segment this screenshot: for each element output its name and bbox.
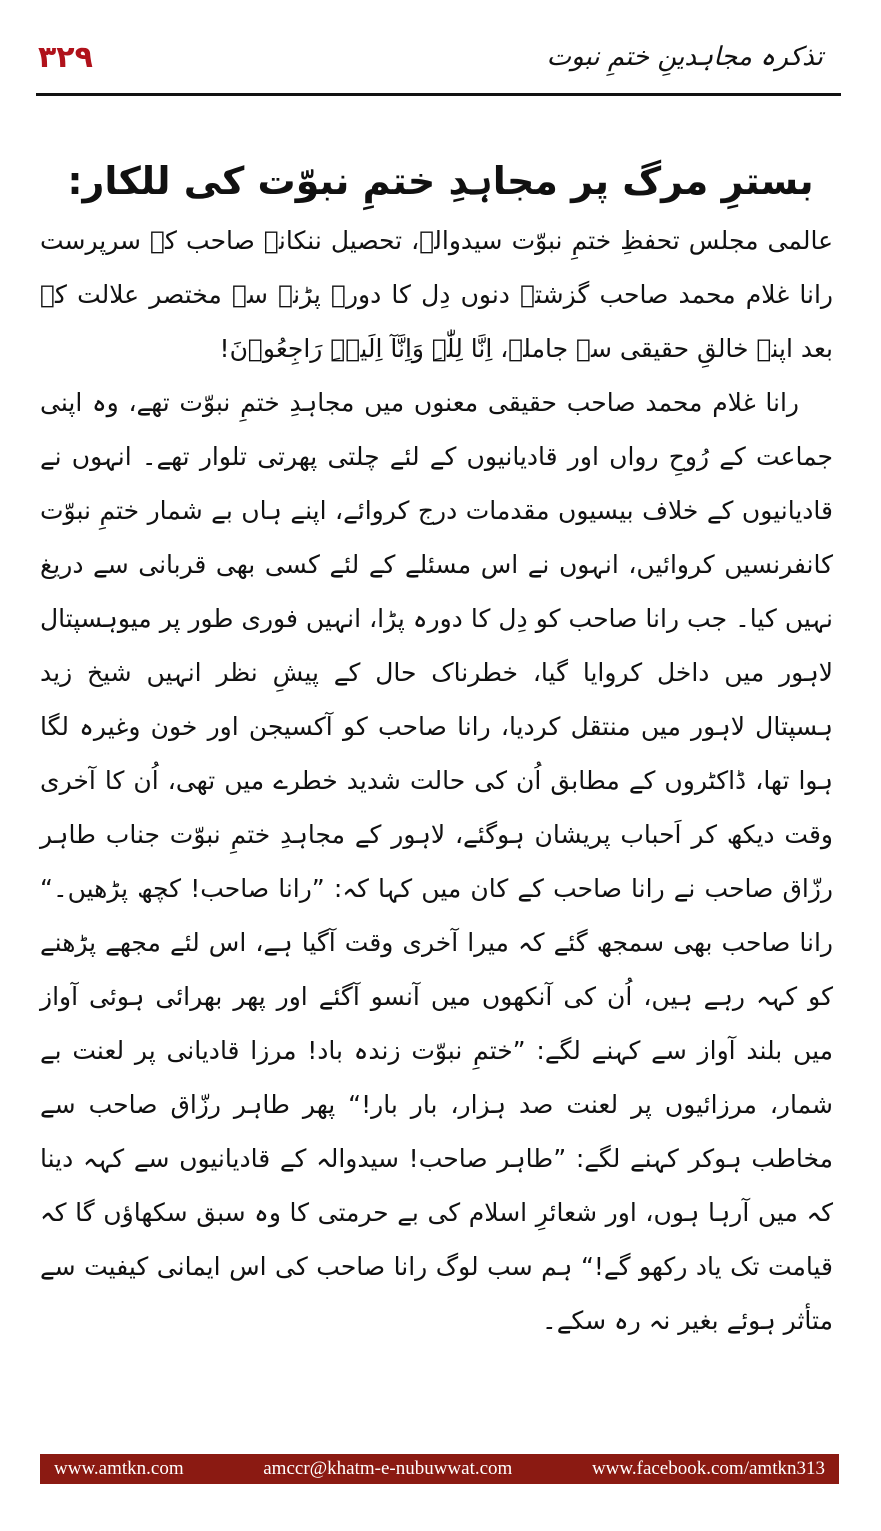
paragraph-2: رانا غلام محمد صاحب حقیقی معنوں میں مجاہدِ ختمِ نبوّت تھے، وہ اپنی جماعت کے رُوحِ رواں اور قادیانیوں کے لئے چلتی پھرتی تلوار تھے۔ انہوں نے قادیانیوں کے خلاف بیسیوں مقدمات درج کروائے، اپنے ہاں بے شمار ختمِ نبوّت کانفرنسیں کروائیں، انہوں نے اس مسئلے کے لئے کسی بھی قربانی سے دریغ نہیں کیا۔ جب رانا صاحب کو دِل کا دورہ پڑا، انہیں فوری طور پر میوہسپتال لاہور میں داخل کروایا گیا، خطرناک حال کے پیشِ نظر انہیں شیخ زید ہسپتال لاہور میں منتقل کردیا، رانا صاحب کو آکسیجن اور خون وغیرہ لگا ہوا تھا، ڈاکٹروں کے مطابق اُن کی حالت شدید خطرے میں تھی، اُن کا آخری وقت دیکھ کر اَحباب پریشان ہوگئے، لاہور کے مجاہدِ ختمِ نبوّت جناب طاہر رزّاق صاحب نے رانا صاحب کے کان میں کہا کہ: ”رانا صاحب! کچھ پڑھیں۔“ رانا صاحب بھی سمجھ گئے کہ میرا آخری وقت آگیا ہے، اس لئے مجھے پڑھنے کو کہہ رہے ہیں، اُن کی آنکھوں میں آنسو آگئے اور پھر بھرائی ہوئی آواز میں بلند آواز سے کہنے لگے: ”ختمِ نبوّت زندہ باد! مرزا قادیانی پر لعنت بے شمار، مرزائیوں پر لعنت صد ہزار، بار بار!“ پھر طاہر رزّاق صاحب سے مخاطب ہوکر کہنے لگے: ”طاہر صاحب! سیدوالہ کے قادیانیوں سے کہہ دینا کہ میں آرہا ہوں، اور شعائرِ اسلام کی بے حرمتی کا وہ سبق سکھاؤں گا کہ قیامت تک یاد رکھو گے!“ ہم سب لوگ رانا صاحب کی اس ایمانی کیفیت سے متأثر ہوئے بغیر نہ رہ سکے۔ (40, 388, 834, 1335)
footer-facebook-link[interactable]: www.facebook.com/amtkn313 (591, 1458, 825, 1479)
footer-website-link[interactable]: www.amtkn.com (54, 1458, 184, 1479)
footer-email-link[interactable]: amccr@khatm-e-nubuwwat.com (263, 1458, 513, 1479)
paragraph-1: عالمی مجلس تحفظِ ختمِ نبوّت سیدوالہ، تحصیل ننکانہ صاحب کے سرپرست رانا غلام محمد صاحب گزشتہ دنوں دِل کا دورہ پڑنے سے مختصر علالت کے بعد اپنے خالقِ حقیقی سے جاملے، اِنَّا لِلّٰہِ وَاِنَّآ اِلَیۡہِ رَاجِعُوۡنَ! (40, 226, 833, 363)
book-title: تذکرہ مجاہدینِ ختمِ نبوت (546, 42, 823, 72)
page-number: ۳۲۹ (38, 40, 93, 75)
body-text (40, 214, 833, 1348)
section-heading: بسترِ مرگ پر مجاہدِ ختمِ نبوّت کی للکار: (67, 159, 814, 204)
footer-bar (40, 1454, 839, 1484)
header-divider (36, 93, 841, 96)
